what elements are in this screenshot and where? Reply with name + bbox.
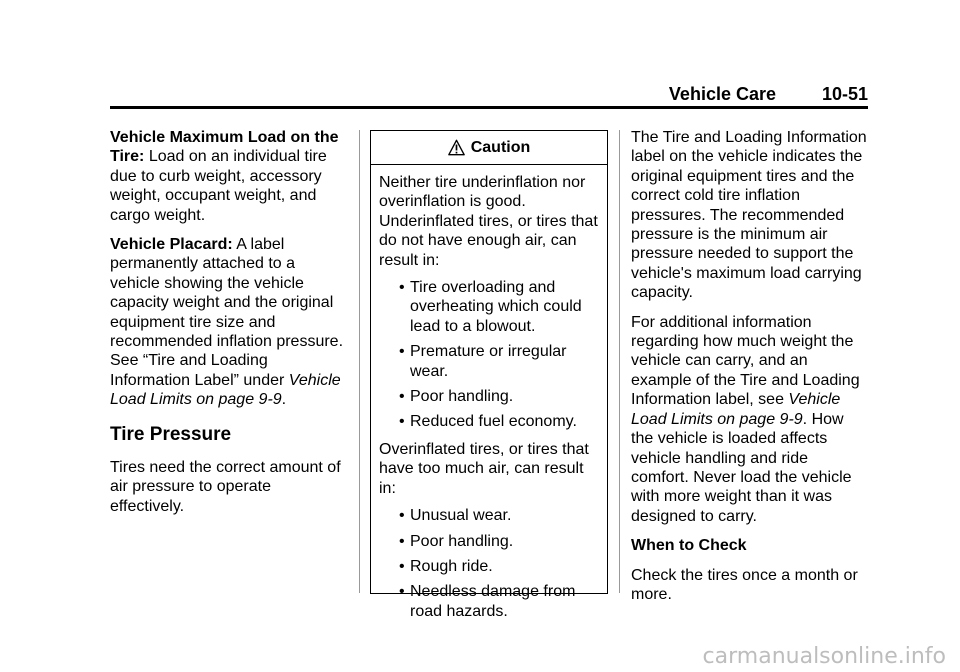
column-divider-1 xyxy=(359,130,360,593)
section-heading: Tire Pressure xyxy=(110,423,232,445)
section-title: Vehicle Care xyxy=(668,84,776,104)
list-item-text: Rough ride. xyxy=(410,557,493,575)
list-item-text: Reduced fuel economy. xyxy=(410,413,577,431)
definition-end: . xyxy=(281,391,287,409)
list-item: • Tire overloading and overheating which could lead to a blowout. xyxy=(399,279,582,335)
list-item: • Unusual wear. xyxy=(399,507,512,525)
definition-term: Vehicle Placard: xyxy=(110,236,233,254)
column-right xyxy=(631,128,869,614)
body-paragraph: The Tire and Loading Information label on the vehicle indicates the original equipment tires and the correct cold tire inflation pressures. The recommended pressure is the minimum air pressure needed to support the vehicle's maximum load carrying capacity. xyxy=(631,129,867,302)
paragraph-text: For additional information regarding how much weight the vehicle can carry, and an example of the Tire and Loading Information label, see xyxy=(631,313,860,409)
column-middle xyxy=(370,130,608,620)
column-divider-2 xyxy=(619,130,620,593)
list-item-text: Needless damage from road hazards. xyxy=(410,583,576,620)
definition-term: Vehicle Maximum Load on the Tire: xyxy=(110,129,339,166)
page-header xyxy=(110,84,868,106)
warning-icon xyxy=(448,139,465,156)
caution-intro-2: Overinflated tires, or tires that have too much air, can result in: xyxy=(379,440,589,497)
cross-reference-link[interactable]: Vehicle Load Limits on page 9-9 xyxy=(631,391,841,428)
body-paragraph xyxy=(631,313,869,526)
list-item: • Needless damage from road hazards. xyxy=(399,583,576,620)
watermark: carmanualsonline.info xyxy=(702,644,946,669)
list-item-text: Unusual wear. xyxy=(410,507,512,525)
caution-header xyxy=(371,131,607,165)
list-item: • Poor handling. xyxy=(399,532,514,550)
list-item: • Reduced fuel economy. xyxy=(399,413,577,431)
definition-max-load xyxy=(110,128,348,225)
page-number: 10-51 xyxy=(821,84,868,104)
caution-title: Caution xyxy=(470,138,531,156)
header-rule xyxy=(110,106,868,109)
list-item-text: Tire overloading and overheating which could lead to a blowout. xyxy=(410,279,582,335)
overinflation-list xyxy=(379,506,601,621)
caution-body xyxy=(371,165,607,621)
list-item-text: Poor handling. xyxy=(410,532,514,550)
body-paragraph: Check the tires once a month or more. xyxy=(631,566,858,603)
body-paragraph: Tires need the correct amount of air pressure to operate effectively. xyxy=(110,458,341,515)
subheading: When to Check xyxy=(631,537,747,555)
underinflation-list xyxy=(379,278,601,432)
cross-reference-link[interactable]: Vehicle Load Limits on page 9-9 xyxy=(110,371,341,409)
column-left xyxy=(110,128,348,526)
definition-placard xyxy=(110,235,348,410)
caution-box xyxy=(370,130,608,620)
list-item: • Premature or irregular wear. xyxy=(399,343,567,380)
definition-text: A label permanently attached to a vehicle showing the vehicle capacity weight and the original equipment tire size and recommended inflation pressure. See “Tire and Loading Information Label” under xyxy=(110,236,344,389)
list-item: • Poor handling. xyxy=(399,388,514,406)
paragraph-text: . How the vehicle is loaded affects vehicle handling and ride comfort. Never load the vehicle with more weight than it was designed to carry. xyxy=(631,410,852,525)
list-item: • Rough ride. xyxy=(399,557,493,575)
list-item-text: Premature or irregular wear. xyxy=(410,343,567,380)
list-item-text: Poor handling. xyxy=(410,388,514,406)
definition-text: Load on an individual tire due to curb weight, accessory weight, occupant weight, and cargo weight. xyxy=(110,148,327,224)
caution-intro: Neither tire underinflation nor overinflation is good. Underinflated tires, or tires that do not have enough air, can result in: xyxy=(379,174,598,269)
